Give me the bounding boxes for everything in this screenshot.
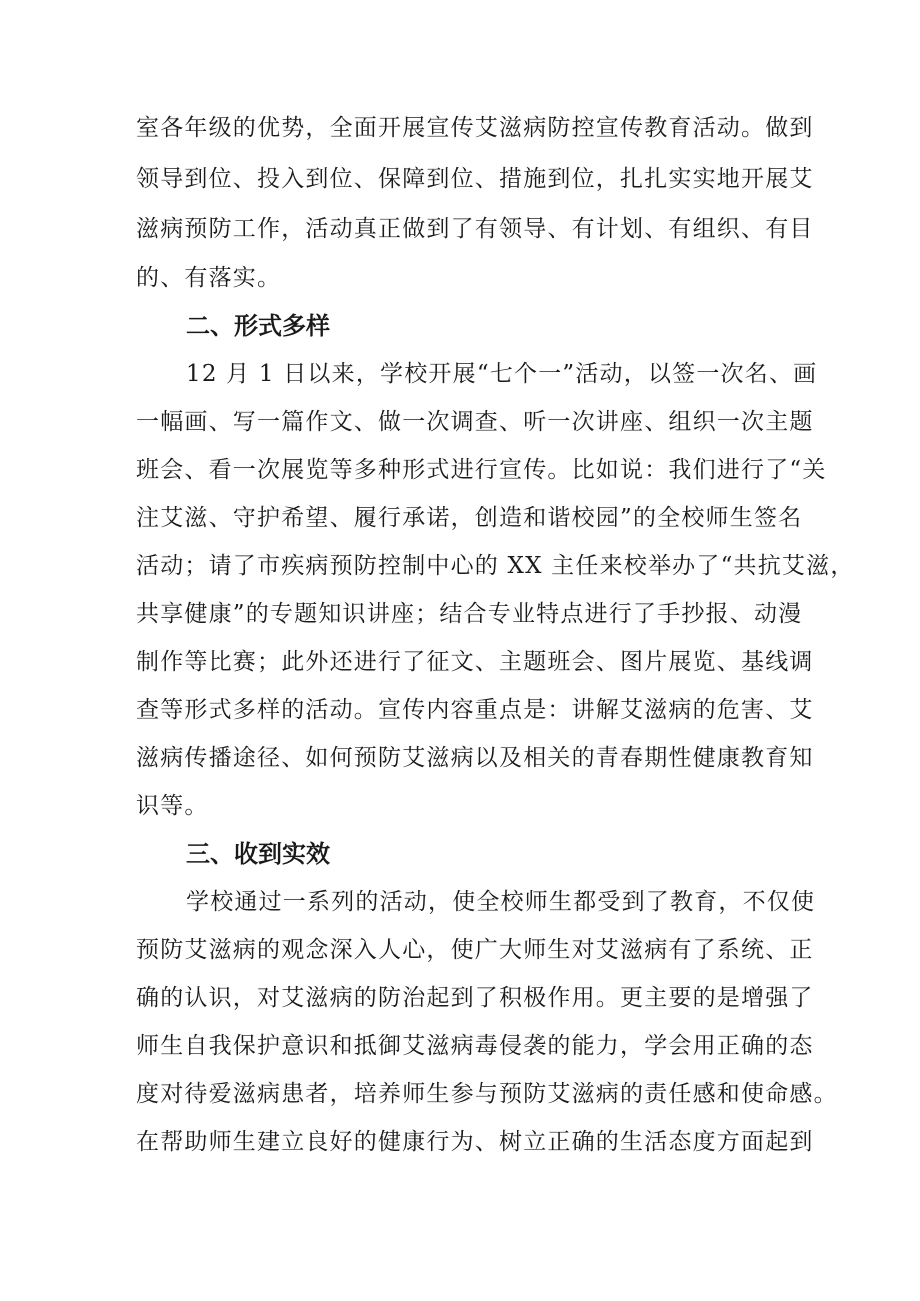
paragraph-line: 制作等比赛；此外还进行了征文、主题班会、图片展览、基线调	[136, 649, 814, 675]
paragraph-line: 领导到位、投入到位、保障到位、措施到位，扎扎实实地开展艾	[136, 166, 814, 192]
paragraph-line: 预防艾滋病的观念深入人心，使广大师生对艾滋病有了系统、正	[136, 937, 814, 963]
paragraph-line: 共享健康”的专题知识讲座；结合专业特点进行了手抄报、动漫	[136, 601, 803, 627]
paragraph-line: 注艾滋、守护希望、履行承诺，创造和谐校园”的全校师生签名	[136, 505, 803, 531]
paragraph-line: 滋病预防工作，活动真正做到了有领导、有计划、有组织、有目	[136, 216, 814, 242]
paragraph-line: 师生自我保护意识和抵御艾滋病毒侵袭的能力，学会用正确的态	[136, 1033, 814, 1059]
paragraph-line: 确的认识，对艾滋病的防治起到了积极作用。更主要的是增强了	[136, 985, 814, 1011]
section-heading: 二、形式多样	[186, 312, 330, 340]
paragraph-line: 滋病传播途径、如何预防艾滋病以及相关的青春期性健康教育知	[136, 745, 814, 771]
paragraph-line: 12 月 1 日以来，学校开展“七个一”活动，以签一次名、画	[186, 361, 818, 387]
paragraph-line: 在帮助师生建立良好的健康行为、树立正确的生活态度方面起到	[136, 1129, 814, 1155]
paragraph-line: 班会、看一次展览等多种形式进行宣传。比如说：我们进行了“关	[136, 457, 827, 483]
paragraph-line: 识等。	[136, 793, 209, 819]
paragraph-line: 学校通过一系列的活动，使全校师生都受到了教育，不仅使	[186, 889, 816, 915]
paragraph-line: 的、有落实。	[136, 265, 282, 291]
section-heading: 三、收到实效	[186, 840, 330, 868]
paragraph-line: 活动；请了市疾病预防控制中心的 XX 主任来校举办了“共抗艾滋，	[136, 553, 855, 579]
paragraph-line: 度对待爱滋病患者，培养师生参与预防艾滋病的责任感和使命感。	[136, 1081, 838, 1107]
paragraph-line: 一幅画、写一篇作文、做一次调查、听一次讲座、组织一次主题	[136, 409, 814, 435]
paragraph-line: 查等形式多样的活动。宣传内容重点是：讲解艾滋病的危害、艾	[136, 697, 814, 723]
paragraph-line: 室各年级的优势，全面开展宣传艾滋病防控宣传教育活动。做到	[136, 115, 814, 141]
